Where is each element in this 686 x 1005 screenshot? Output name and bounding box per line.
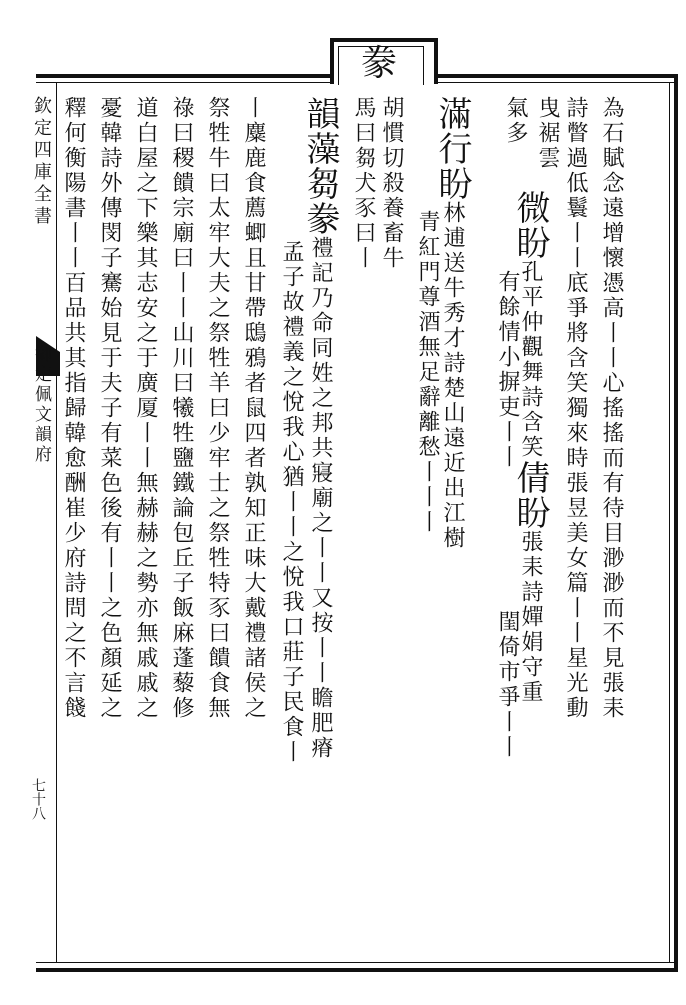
body-text: 道白屋之下樂其志安之于廣厦丨丨無赫赫之勢亦無戚戚之 xyxy=(133,96,158,721)
body-text: 祿曰稷饋宗廟曰丨丨山川曰犧牲鹽鐵論包丘子飯麻蓬藜修 xyxy=(169,96,194,721)
body-text: 青紅門尊酒無足辭離愁丨丨丨 xyxy=(415,210,440,535)
body-text: 曳裾雲 xyxy=(535,96,560,171)
headword: 微盼 xyxy=(510,190,550,260)
text-column xyxy=(596,96,626,721)
body-text: 丨麋鹿食薦蝍且甘帶鴟鴉者鼠四者孰知正味大戴禮諸侯之 xyxy=(241,96,266,721)
body-text: 為石賦念遠增懷憑高丨丨心搖搖而有待目渺渺而不見張耒 xyxy=(599,96,624,721)
text-column xyxy=(492,610,522,760)
margin-book-title: 御定佩文韻府 xyxy=(31,345,51,465)
body-text: 憂韓詩外傳閔子騫始見于夫子有菜色後有丨丨之色顏延之 xyxy=(97,96,122,721)
body-text: 釋何衡陽書丨丨百品共其指歸韓愈酬崔少府詩問之不言餞 xyxy=(61,96,86,721)
margin-divider xyxy=(56,82,57,963)
frame-right-inner-border xyxy=(669,82,670,963)
text-column xyxy=(94,96,124,721)
body-text: 閨倚市爭丨丨 xyxy=(495,610,520,760)
body-text: 祭牲牛曰太牢大夫之祭牲羊曰少牢士之祭牲特豕曰饋食無 xyxy=(205,96,230,721)
margin-collection-title: 欽定四庫全書 xyxy=(31,96,52,228)
page-number: 七十八 xyxy=(30,778,46,820)
text-column xyxy=(376,96,406,271)
body-text: 林逋送牛秀才詩楚山遠近出江樹 xyxy=(440,201,465,551)
body-text: 孔平仲觀舞詩含笑 xyxy=(518,260,543,460)
text-column xyxy=(560,96,590,721)
text-column xyxy=(500,96,530,146)
headword: 倩盼 xyxy=(510,460,550,530)
text-column xyxy=(130,96,160,721)
body-text: 有餘情小摒吏丨丨 xyxy=(495,270,520,470)
text-column xyxy=(300,96,340,761)
body-text: 胡慣切殺養畜牛 xyxy=(379,96,404,271)
text-column xyxy=(238,96,268,721)
text-column xyxy=(166,96,196,721)
headword: 滿行盼 xyxy=(432,96,472,201)
body-text: 禮記乃命同姓之邦共寢廟之丨丨又按丨丨瞻肥瘠 xyxy=(308,236,333,761)
body-text: 張耒詩嬋娟守重 xyxy=(518,530,543,705)
body-text: 孟子故禮義之悅我心猶丨丨之悅我口莊子民食丨 xyxy=(279,240,304,765)
frame-right-border xyxy=(674,74,678,972)
headword: 韻藻芻豢 xyxy=(300,96,340,236)
text-column xyxy=(276,240,306,765)
body-text: 氣多 xyxy=(503,96,528,146)
text-column xyxy=(412,210,442,535)
text-column xyxy=(532,96,562,171)
text-column xyxy=(202,96,232,721)
text-column xyxy=(348,96,378,271)
text-column xyxy=(58,96,88,721)
text-column xyxy=(492,270,522,470)
body-text: 詩瞥過低鬟丨丨底爭將含笑獨來時張昱美女篇丨丨星光動 xyxy=(563,96,588,721)
section-character: 豢 xyxy=(360,43,397,84)
frame-bottom-inner-border xyxy=(36,962,678,963)
frame-bottom-border xyxy=(36,968,678,972)
body-text: 馬曰芻犬豕曰丨 xyxy=(351,96,376,271)
